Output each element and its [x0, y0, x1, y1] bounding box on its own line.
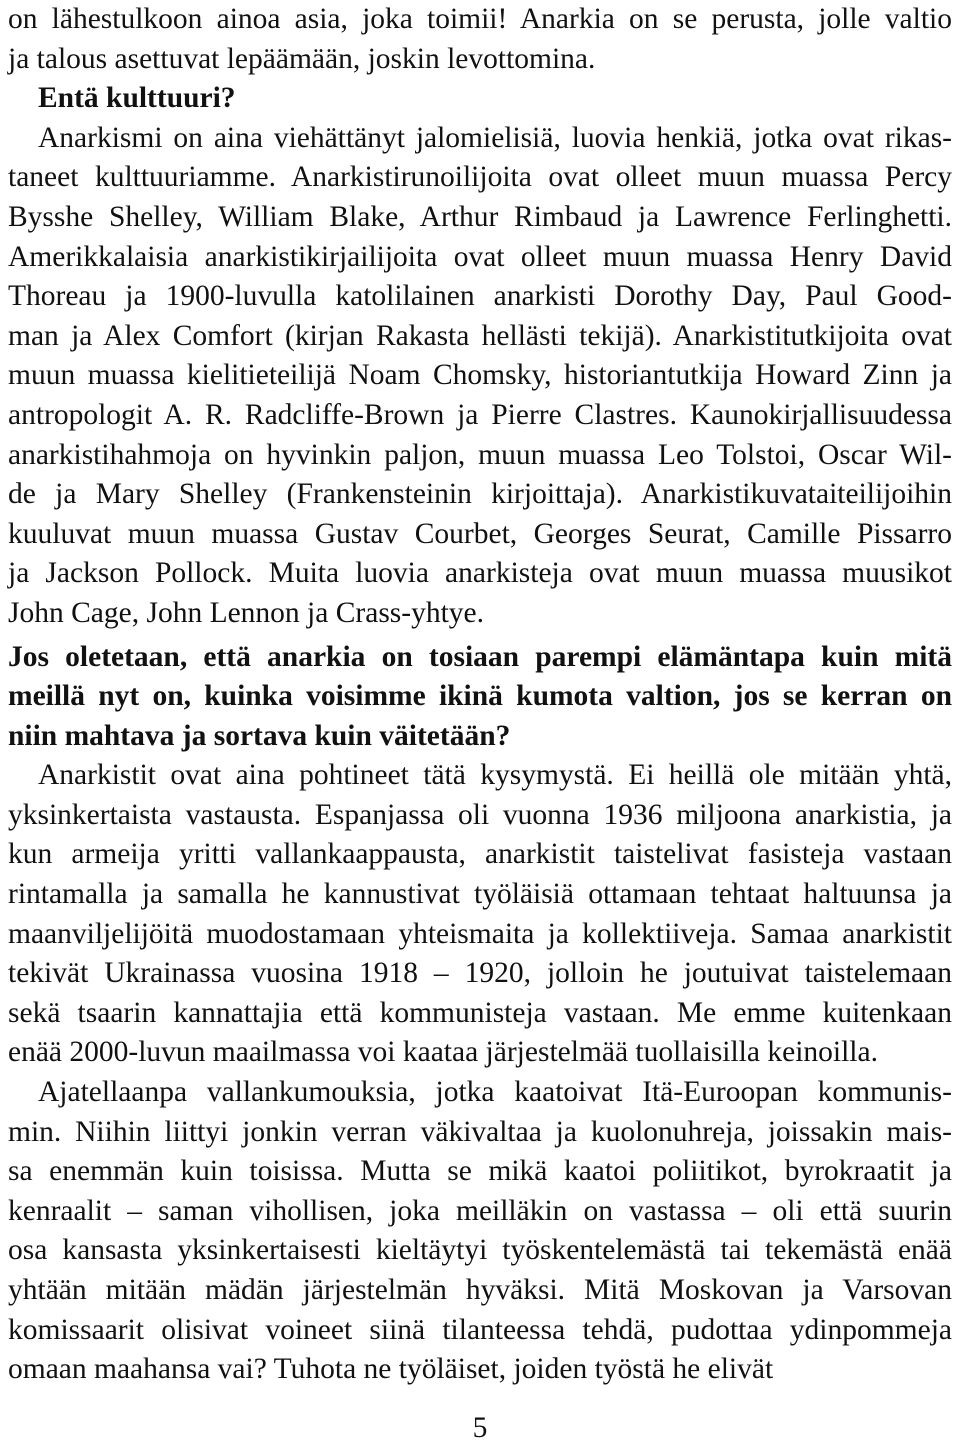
text-line: Anarkismi on aina viehättänyt jalomielisiä, luovia henkiä, jotka ovat rikas- — [38, 121, 952, 154]
text-line: yhtään mitään mädän järjestelmän hyväksi. Mitä Moskovan ja Varsovan — [8, 1274, 952, 1306]
question-heading: niin mahtava ja sortava kuin väitetään? — [8, 719, 511, 752]
text-line: omaan maahansa vai? Tuhota ne työläiset, joiden työstä he elivät — [8, 1353, 774, 1386]
text-line: Anarkistit ovat aina pohtineet tätä kysymystä. Ei heillä ole mitään yhtä, — [38, 759, 952, 792]
page-number: 5 — [472, 1412, 488, 1444]
text-line: ja Jackson Pollock. Muita luovia anarkisteja ovat muun muassa muusikot — [8, 557, 952, 590]
text-line: kun armeija yritti vallankaappausta, anarkistit taistelivat fasisteja vastaan — [8, 838, 952, 871]
text-line: Ajatellaanpa vallankumouksia, jotka kaatoivat Itä-Euroopan kommunis- — [38, 1076, 952, 1109]
text-line: Amerikkalaisia anarkistikirjailijoita ovat olleet muun muassa Henry David — [8, 240, 952, 273]
text-line: sekä tsaarin kannattajia että kommunisteja vastaan. Me emme kuitenkaan — [8, 996, 952, 1029]
document-page — [8, 0, 952, 1390]
text-line: antropologit A. R. Radcliffe-Brown ja Pierre Clastres. Kaunokirjallisuudessa — [8, 398, 952, 431]
text-line: ja talous asettuvat lepäämään, joskin levottomina. — [8, 42, 596, 75]
text-line: yksinkertaista vastausta. Espanjassa oli vuonna 1936 miljoona anarkistia, ja — [8, 798, 952, 831]
text-line: Bysshe Shelley, William Blake, Arthur Rimbaud ja Lawrence Ferlinghetti. — [8, 200, 952, 233]
text-line: Thoreau ja 1900-luvulla katolilainen anarkisti Dorothy Day, Paul Good- — [8, 280, 952, 313]
text-line: John Cage, John Lennon ja Crass-yhtye. — [8, 596, 485, 629]
question-heading: Jos oletetaan, että anarkia on tosiaan parempi elämäntapa kuin mitä — [8, 640, 952, 673]
text-line: man ja Alex Comfort (kirjan Rakasta hellästi tekijä). Anarkistitutkijoita ovat — [8, 319, 952, 352]
text-line: anarkistihahmoja on hyvinkin paljon, muun muassa Leo Tolstoi, Oscar Wil- — [8, 438, 952, 471]
question-heading: meillä nyt on, kuinka voisimme ikinä kumota valtion, jos se kerran on — [8, 680, 952, 713]
text-line: de ja Mary Shelley (Frankensteinin kirjoittaja). Anarkistikuvataiteilijoihin — [8, 478, 952, 511]
text-line: kenraalit – saman vihollisen, joka meilläkin on vastassa – oli että suurin — [8, 1194, 952, 1227]
text-line: taneet kulttuuriamme. Anarkistirunoilijoita ovat olleet muun muassa Percy — [8, 161, 952, 194]
text-line: osa kansasta yksinkertaisesti kieltäytyi työskentelemästä tai tekemästä enää — [8, 1234, 952, 1267]
text-line: rintamalla ja samalla he kannustivat työläisiä ottamaan tehtaat haltuunsa ja — [8, 878, 952, 911]
text-line: maanviljelijöitä muodostamaan yhteismaita ja kollektiiveja. Samaa anarkistit — [8, 917, 952, 950]
text-line: tekivät Ukrainassa vuosina 1918 – 1920, jolloin he joutuivat taistelemaan — [8, 957, 952, 990]
text-line: muun muassa kielitieteilijä Noam Chomsky, historiantutkija Howard Zinn ja — [8, 359, 952, 392]
text-line: komissaarit olisivat voineet siinä tilanteessa tehdä, pudottaa ydinpommeja — [8, 1313, 952, 1346]
text-line: kuuluvat muun muassa Gustav Courbet, Georges Seurat, Camille Pissarro — [8, 517, 952, 550]
text-line: sa enemmän kuin toisissa. Mutta se mikä kaatoi poliitikot, byrokraatit ja — [8, 1155, 952, 1188]
text-line: on lähestulkoon ainoa asia, joka toimii! Anarkia on se perusta, jolle valtio — [8, 3, 952, 35]
text-line: min. Niihin liittyi jonkin verran väkivaltaa ja kuolonuhreja, joissakin mais- — [8, 1115, 952, 1148]
question-heading: Entä kulttuuri? — [38, 82, 236, 115]
text-line: enää 2000-luvun maailmassa voi kaataa järjestelmää tuollaisilla keinoilla. — [8, 1036, 878, 1069]
